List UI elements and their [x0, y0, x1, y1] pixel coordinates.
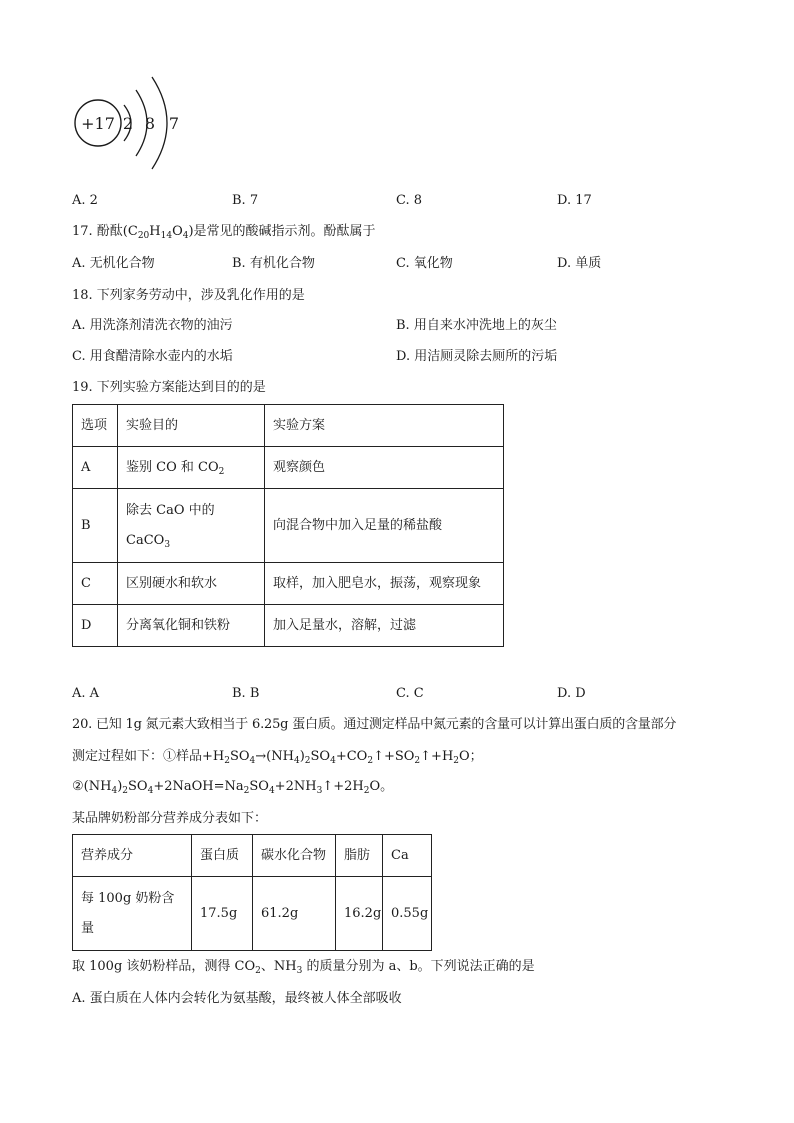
- header-carbohydrate: 碳水化合物: [253, 835, 336, 877]
- row-option: B: [73, 489, 118, 563]
- table-row: [73, 563, 504, 605]
- header-plan: 实验方案: [265, 405, 504, 447]
- row-plan: 取样，加入肥皂水，振荡，观察现象: [265, 563, 504, 605]
- q17-option-b[interactable]: B. 有机化合物: [232, 256, 315, 271]
- q18-option-b[interactable]: B. 用自来水冲洗地上的灰尘: [396, 318, 557, 333]
- q20-reaction-1: 测定过程如下：①样品$+H_2SO_4\to(NH_4)_2SO_4+CO_2↑+SO_2↑+H_2O$；: [72, 749, 483, 766]
- q18-option-a[interactable]: A. 用洗涤剂清洗衣物的油污: [72, 318, 233, 333]
- table-row: [73, 447, 504, 489]
- cell-carbohydrate: 61.2g: [253, 877, 336, 951]
- cell-fat: 16.2g: [336, 877, 383, 951]
- q19-option-b[interactable]: B. B: [232, 686, 260, 701]
- q19-experiment-table: [72, 404, 504, 647]
- row-option: A: [73, 447, 118, 489]
- q20-nutrition-table: [72, 834, 432, 951]
- q20-question-line1: 20. 已知 1g 氮元素大致相当于 6.25g 蛋白质。通过测定样品中氮元素的含量可以计算出蛋白质的含量部分: [72, 717, 677, 732]
- table-header-row: [73, 405, 504, 447]
- shell-2-electrons: 8: [144, 114, 156, 133]
- table-row: [73, 605, 504, 647]
- atom-structure-diagram: [70, 65, 190, 175]
- q17-question: 17. 酚酞$(C_{20}H_{14}O_4)$是常见的酸碱指示剂。酚酞属于: [72, 224, 376, 241]
- q20-question-stem: 取 100g 该奶粉样品，测得 $CO_2$、$NH_3$ 的质量分别为 a、b。下列说法正确的是: [72, 959, 535, 976]
- q19-option-a[interactable]: A. A: [72, 686, 100, 701]
- header-protein: 蛋白质: [192, 835, 253, 877]
- header-option: 选项: [73, 405, 118, 447]
- table-row: [73, 489, 504, 563]
- q17-option-d[interactable]: D. 单质: [557, 256, 602, 271]
- header-purpose: 实验目的: [118, 405, 265, 447]
- nucleus-charge: +17: [81, 114, 115, 133]
- table-header-row: [73, 835, 432, 877]
- row-option: C: [73, 563, 118, 605]
- header-nutrient: 营养成分: [73, 835, 192, 877]
- header-calcium: Ca: [383, 835, 432, 877]
- row-purpose: 除去 CaO 中的 CaCO$_3$: [118, 489, 265, 563]
- shell-1-electrons: 2: [122, 114, 134, 133]
- row-plan: 加入足量水，溶解，过滤: [265, 605, 504, 647]
- q19-question: 19. 下列实验方案能达到目的的是: [72, 380, 266, 395]
- q18-option-d[interactable]: D. 用洁厕灵除去厕所的污垢: [396, 349, 558, 364]
- q17-option-a[interactable]: A. 无机化合物: [72, 256, 155, 271]
- q17-option-c[interactable]: C. 氧化物: [396, 256, 453, 271]
- row-purpose: 分离氧化铜和铁粉: [118, 605, 265, 647]
- shell-3-electrons: 7: [168, 114, 180, 133]
- q20-option-a[interactable]: A. 蛋白质在人体内会转化为氨基酸，最终被人体全部吸收: [72, 991, 402, 1006]
- q16-option-c[interactable]: C. 8: [396, 193, 423, 208]
- row-plan: 向混合物中加入足量的稀盐酸: [265, 489, 504, 563]
- table-row: [73, 877, 432, 951]
- row-label: 每 100g 奶粉含 量: [73, 877, 192, 951]
- q20-reaction-2: $②(NH_4)_2SO_4+2NaOH=Na_2SO_4+2NH_3↑+2H_2O$。: [72, 779, 394, 796]
- q18-option-c[interactable]: C. 用食醋清除水壶内的水垢: [72, 349, 233, 364]
- cell-calcium: 0.55g: [383, 877, 432, 951]
- q20-table-intro: 某品牌奶粉部分营养成分表如下：: [72, 811, 268, 826]
- row-option: D: [73, 605, 118, 647]
- cell-protein: 17.5g: [192, 877, 253, 951]
- q16-option-d[interactable]: D. 17: [557, 193, 592, 208]
- row-purpose: 鉴别 CO 和 $CO_2$: [118, 447, 265, 489]
- row-purpose: 区别硬水和软水: [118, 563, 265, 605]
- header-fat: 脂肪: [336, 835, 383, 877]
- q16-option-a[interactable]: A. 2: [72, 193, 98, 208]
- q19-option-c[interactable]: C. C: [396, 686, 424, 701]
- q18-question: 18. 下列家务劳动中，涉及乳化作用的是: [72, 288, 305, 303]
- q16-option-b[interactable]: B. 7: [232, 193, 259, 208]
- q19-option-d[interactable]: D. D: [557, 686, 586, 701]
- row-plan: 观察颜色: [265, 447, 504, 489]
